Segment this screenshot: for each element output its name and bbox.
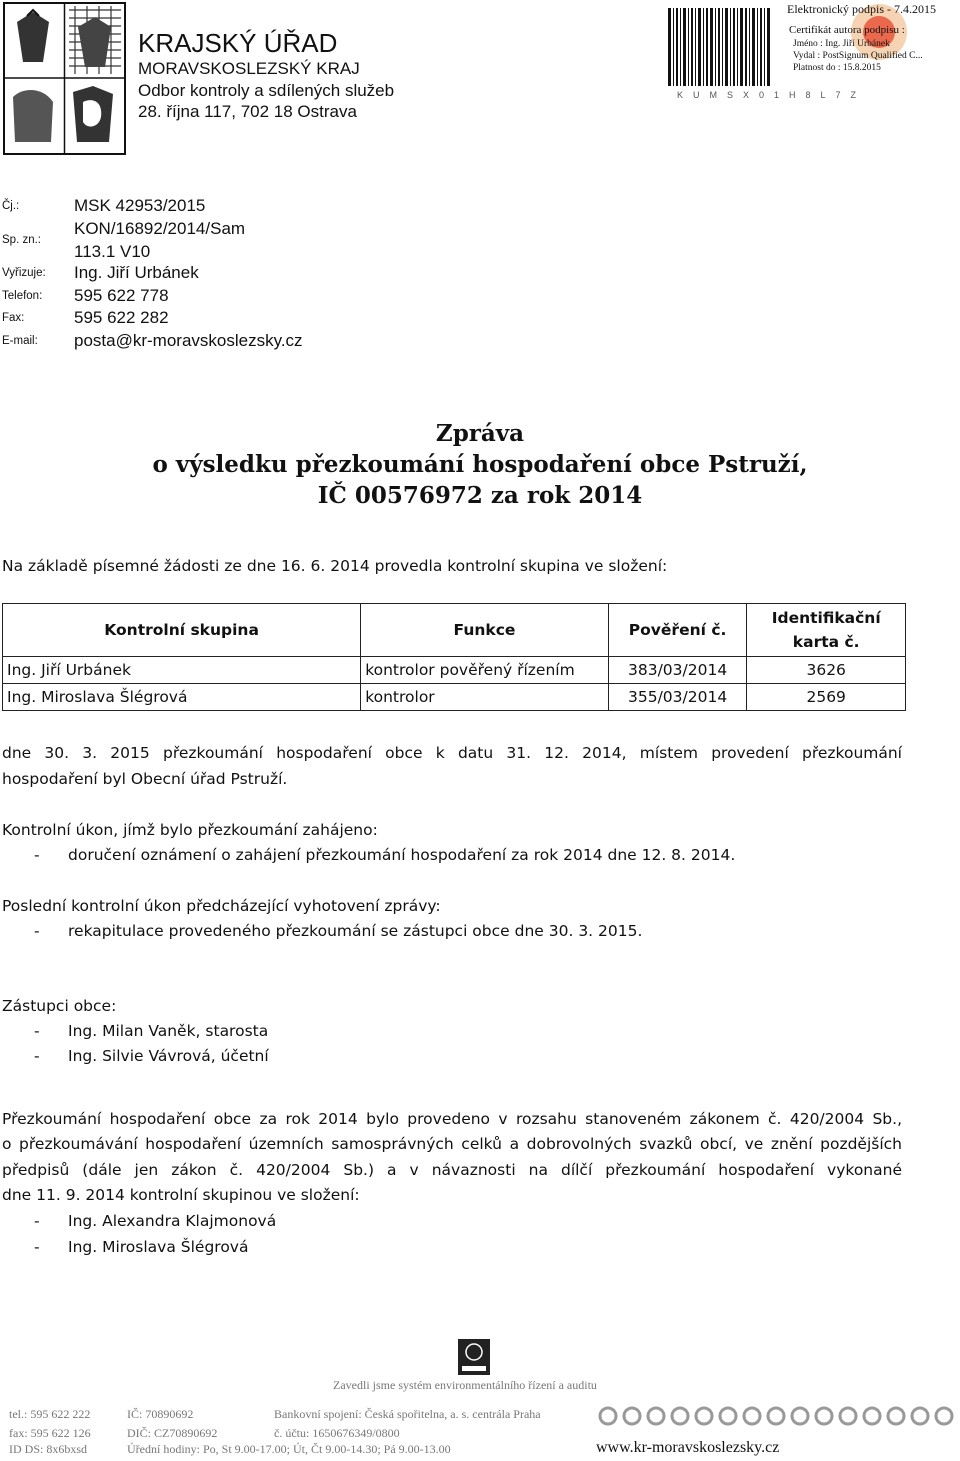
emas-text: Zavedli jsme systém environmentálního řízení a auditu — [333, 1378, 597, 1392]
barcode-image — [668, 8, 772, 86]
table-cell: kontrolor pověřený řízením — [361, 657, 609, 684]
representative-item: - Ing. Milan Vaněk, starosta — [34, 1022, 269, 1040]
final-action-text: rekapitulace provedeného přezkoumání se zástupci obce dne 30. 3. 2015. — [68, 922, 643, 940]
table-cell: 2569 — [747, 684, 906, 711]
review-paragraph-line: Přezkoumání hospodaření obce za rok 2014 bylo provedeno v rozsahu stanoveném zákonem č. 420/2004 Sb., — [2, 1110, 902, 1128]
coat-of-arms-logo — [3, 2, 126, 155]
table-cell: 383/03/2014 — [608, 657, 747, 684]
certificate-box — [789, 24, 939, 90]
report-title-line: Zpráva — [435, 420, 525, 447]
table-cell: 355/03/2014 — [608, 684, 747, 711]
control-group-table — [2, 603, 906, 711]
report-title — [0, 418, 960, 511]
barcode-text: KUMSX01H8L7Z — [677, 90, 867, 100]
region-logo-pattern — [596, 1405, 956, 1427]
table-header: Pověření č. — [608, 604, 747, 657]
ref-vyrizuje — [0, 263, 400, 285]
table-cell: Ing. Jiří Urbánek — [3, 657, 361, 684]
ref-value: Ing. Jiří Urbánek — [74, 263, 199, 282]
date-paragraph-line: dne 30. 3. 2015 přezkoumání hospodaření obce k datu 31. 12. 2014, místem provedení přezkoumání — [2, 744, 902, 762]
certificate-issuer: Vydal : PostSignum Qualified C... — [793, 51, 923, 61]
initial-action-text: doručení oznámení o zahájení přezkoumání hospodaření za rok 2014 dne 12. 8. 2014. — [68, 846, 736, 864]
office-region: MORAVSKOSLEZSKÝ KRAJ — [138, 59, 360, 78]
ref-label: Čj.: — [2, 200, 20, 212]
footer-dic: DIČ: CZ70890692 — [127, 1426, 218, 1440]
table-header-text: Identifikační karta č. — [771, 609, 881, 651]
ref-label: Vyřizuje: — [2, 267, 46, 279]
representative-name: Ing. Silvie Vávrová, účetní — [68, 1047, 269, 1065]
emas-logo — [458, 1339, 490, 1375]
table-cell: kontrolor — [361, 684, 609, 711]
representative-item: - Ing. Silvie Vávrová, účetní — [34, 1047, 269, 1065]
review-paragraph-line: předpisů (dále jen zákon č. 420/2004 Sb.) a v návaznosti na dílčí přezkoumání hospodaření vykonané — [2, 1161, 902, 1179]
signature-label: Elektronický podpis - 7.4.2015 — [787, 2, 936, 16]
certificate-title: Certifikát autora podpisu : — [789, 24, 905, 36]
final-action-label: Poslední kontrolní úkon předcházející vyhotovení zprávy: — [2, 897, 441, 915]
representatives-label: Zástupci obce: — [2, 997, 117, 1015]
ref-label: Telefon: — [2, 290, 43, 302]
ref-cj — [0, 196, 400, 218]
report-title-line: IČ 00576972 za rok 2014 — [317, 482, 643, 509]
ref-value-2: 113.1 V10 — [74, 242, 151, 261]
ref-value: 595 622 778 — [74, 286, 169, 305]
table-cell: 3626 — [747, 657, 906, 684]
initial-action-label: Kontrolní úkon, jímž bylo přezkoumání zahájeno: — [2, 821, 378, 839]
table-cell: Ing. Miroslava Šlégrová — [3, 684, 361, 711]
report-title-line: o výsledku přezkoumání hospodaření obce Pstruží, — [152, 451, 808, 478]
ref-value: 595 622 282 — [74, 308, 169, 327]
footer-data-box: ID DS: 8x6bxsd — [9, 1442, 88, 1456]
ref-fax — [0, 308, 400, 330]
table-row — [3, 684, 906, 711]
office-address: 28. října 117, 702 18 Ostrava — [138, 102, 357, 121]
ref-value: KON/16892/2014/Sam — [74, 219, 246, 238]
office-department: Odbor kontroly a sdílených služeb — [138, 81, 395, 100]
table-header: Funkce — [361, 604, 609, 657]
intro-paragraph: Na základě písemné žádosti ze dne 16. 6. 2014 provedla kontrolní skupina ve složení: — [2, 557, 668, 575]
office-title: KRAJSKÝ ÚŘAD — [138, 28, 338, 58]
group-member-name: Ing. Alexandra Klajmonová — [68, 1212, 277, 1230]
ref-telefon — [0, 286, 400, 308]
ref-email — [0, 331, 400, 353]
ref-label: Sp. zn.: — [2, 234, 41, 246]
certificate-validity: Platnost do : 15.8.2015 — [793, 63, 881, 73]
footer-account: č. účtu: 1650676349/0800 — [274, 1426, 400, 1440]
group-member-name: Ing. Miroslava Šlégrová — [68, 1238, 249, 1256]
table-header: Kontrolní skupina — [3, 604, 361, 657]
ref-label: E-mail: — [2, 335, 38, 347]
ref-value[interactable]: posta@kr-moravskoslezsky.cz — [74, 331, 303, 350]
ref-value: MSK 42953/2015 — [74, 196, 206, 215]
footer-tel: tel.: 595 622 222 — [9, 1407, 91, 1421]
final-action-item: - rekapitulace provedeného přezkoumání se zástupci obce dne 30. 3. 2015. — [34, 922, 643, 940]
review-paragraph-line: o přezkoumávání hospodaření územních samosprávných celků a dobrovolných svazků obcí, ve znění pozdějších — [2, 1135, 902, 1153]
ref-spzn — [0, 219, 400, 263]
footer-bank: Bankovní spojení: Česká spořitelna, a. s. centrála Praha — [274, 1407, 541, 1421]
certificate-name: Jméno : Ing. Jiří Urbánek — [793, 39, 890, 49]
initial-action-item: - doručení oznámení o zahájení přezkoumání hospodaření za rok 2014 dne 12. 8. 2014. — [34, 846, 736, 864]
review-paragraph-line: dne 11. 9. 2014 kontrolní skupinou ve složení: — [2, 1186, 360, 1204]
table-header — [747, 604, 906, 657]
table-header-row — [3, 604, 906, 657]
representative-name: Ing. Milan Vaněk, starosta — [68, 1022, 269, 1040]
group-member-item: - Ing. Alexandra Klajmonová — [34, 1212, 277, 1230]
footer-fax: fax: 595 622 126 — [9, 1426, 91, 1440]
group-member-item: - Ing. Miroslava Šlégrová — [34, 1238, 249, 1256]
footer-website[interactable]: www.kr-moravskoslezsky.cz — [596, 1439, 780, 1456]
footer-ic: IČ: 70890692 — [127, 1407, 194, 1421]
ref-label: Fax: — [2, 312, 25, 324]
table-row — [3, 657, 906, 684]
footer-hours: Úřední hodiny: Po, St 9.00-17.00; Út, Čt 9.00-14.30; Pá 9.00-13.00 — [127, 1442, 451, 1456]
date-paragraph-line: hospodaření byl Obecní úřad Pstruží. — [2, 770, 288, 788]
